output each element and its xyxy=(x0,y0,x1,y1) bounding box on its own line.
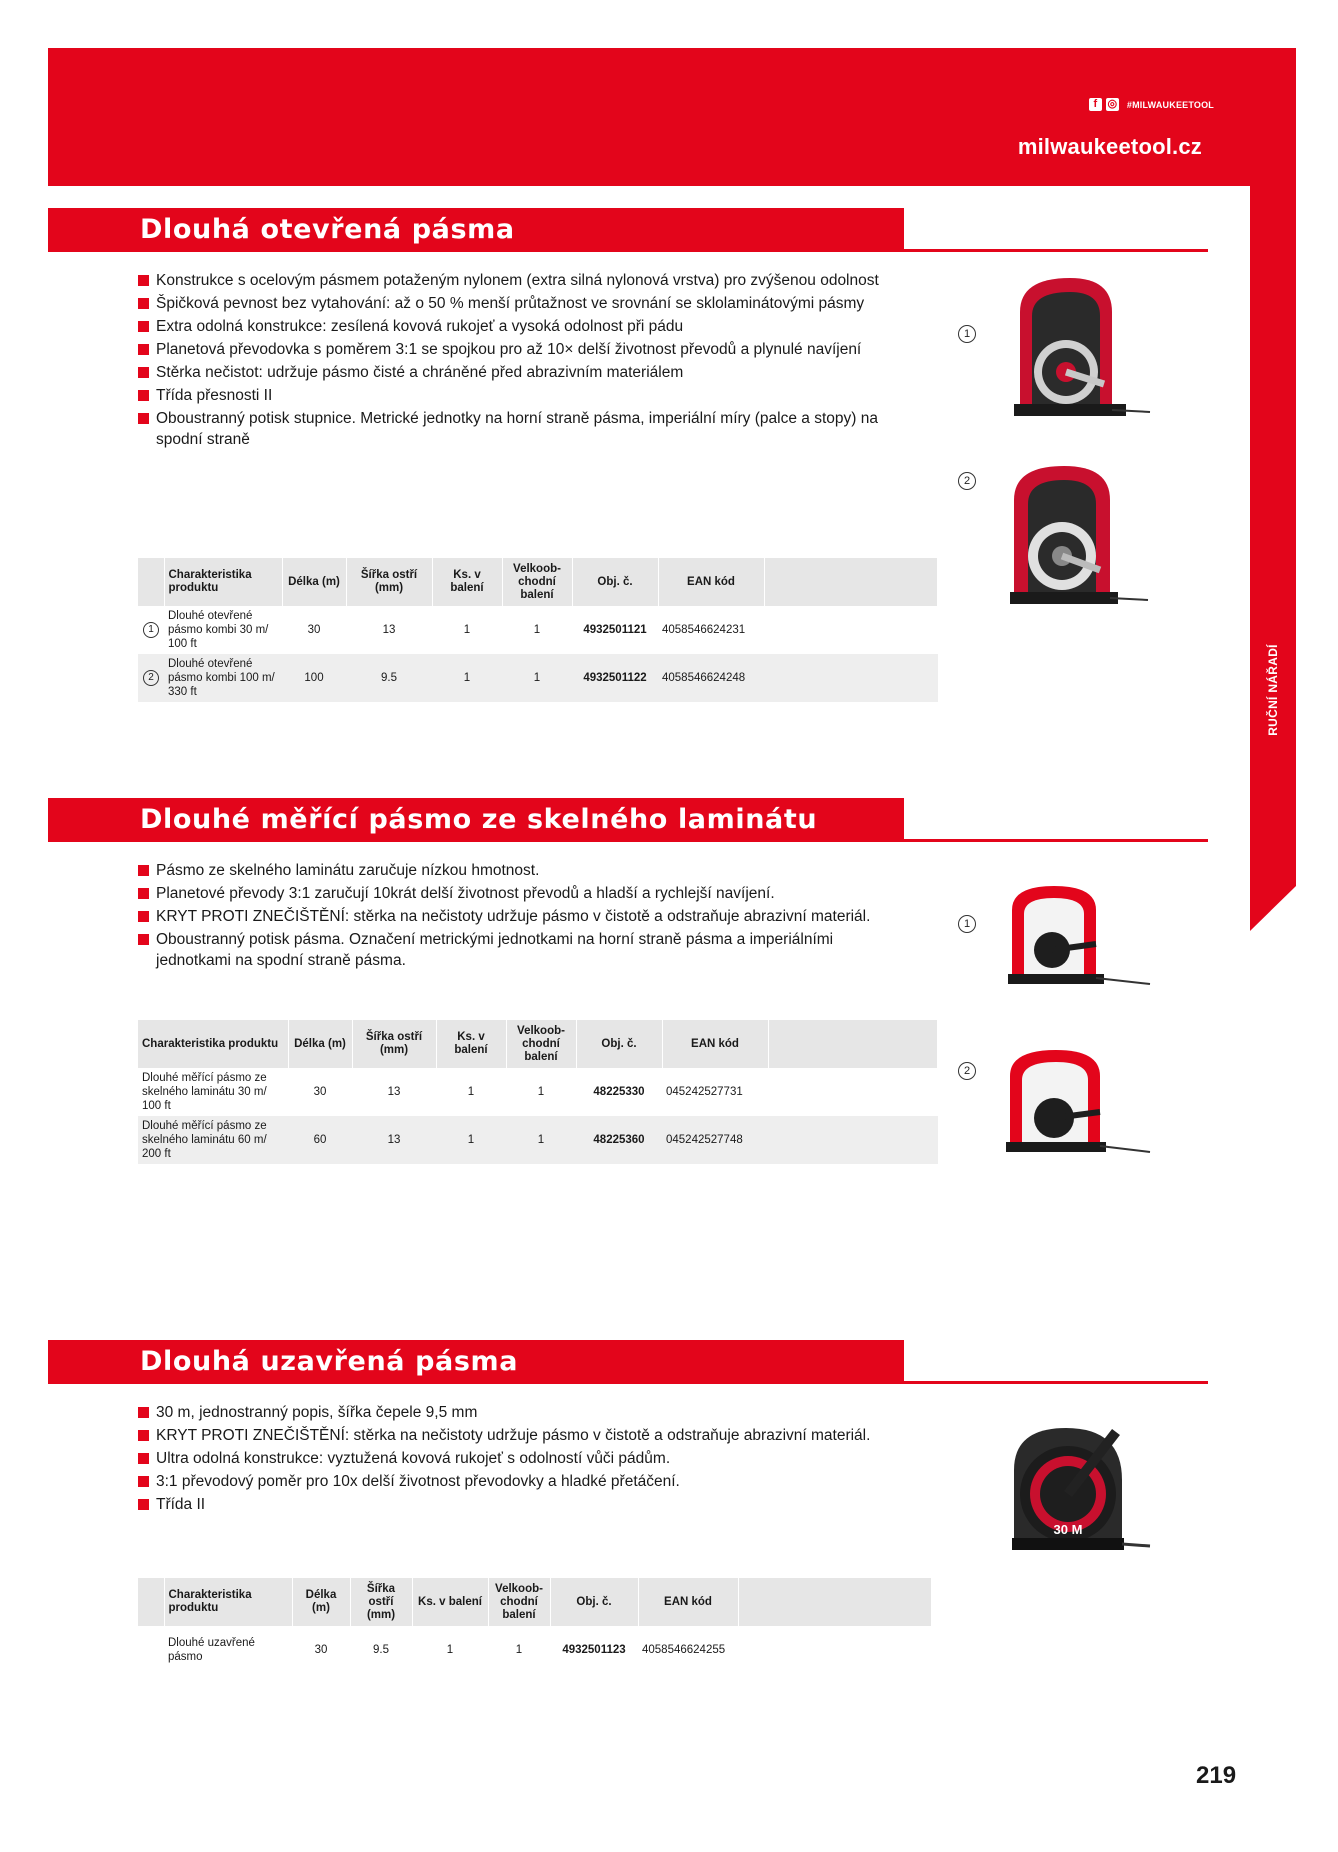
cell-pcs: 1 xyxy=(432,654,502,702)
cell-pcs: 1 xyxy=(463,624,471,636)
tape-label: 30 M xyxy=(1053,1522,1083,1537)
list-item: 3:1 převodový poměr pro 10x delší životnost převodovky a hladké přetáčení. xyxy=(138,1471,898,1492)
cell-bulk: 1 xyxy=(537,1086,545,1098)
col-header: Ks. v balení xyxy=(436,1020,506,1068)
cell-width: 13 xyxy=(352,1116,436,1164)
cell-order: 48225330 xyxy=(593,1086,645,1098)
cell-width: 9.5 xyxy=(346,654,432,702)
product-table xyxy=(138,1020,938,1164)
list-item: Stěrka nečistot: udržuje pásmo čisté a chráněné před abrazivním materiálem xyxy=(138,362,898,383)
list-item: Špičková pevnost bez vytahování: až o 50 % menší průtažnost ve srovnání se sklolaminátovými pásmy xyxy=(138,293,898,314)
cell-bulk: 1 xyxy=(515,1644,523,1656)
facebook-icon[interactable]: f xyxy=(1089,98,1102,111)
list-item: KRYT PROTI ZNEČIŠTĚNÍ: stěrka na nečistoty udržuje pásmo v čistotě a odstraňuje abrazivní materiál. xyxy=(138,906,898,927)
fiberglass-tape-60m-image xyxy=(1000,1046,1152,1164)
col-header: Délka (m) xyxy=(292,1578,350,1626)
table-header xyxy=(138,558,938,606)
cell-width: 13 xyxy=(382,624,396,636)
cell-name: Dlouhé otevřené pásmo kombi 100 m/ 330 ft xyxy=(164,654,282,702)
col-header: Délka (m) xyxy=(282,558,346,606)
col-header: Velkoob-chodní balení xyxy=(488,1578,550,1626)
image-marker: 1 xyxy=(958,915,976,933)
image-marker: 2 xyxy=(958,1062,976,1080)
list-item: Konstrukce s ocelovým pásmem potaženým nylonem (extra silná nylonová vrstva) pro zvýšenou odolnost xyxy=(138,270,898,291)
cell-ean: 045242527731 xyxy=(666,1086,743,1098)
col-header: Obj. č. xyxy=(576,1020,662,1068)
col-header: Délka (m) xyxy=(288,1020,352,1068)
col-header: EAN kód xyxy=(638,1578,738,1626)
page-number: 219 xyxy=(1196,1762,1237,1789)
cell-name: Dlouhé otevřené pásmo kombi 30 m/ 100 ft xyxy=(168,610,269,650)
cell-name: Dlouhé měřící pásmo ze skelného laminátu 60 m/ 200 ft xyxy=(138,1116,288,1164)
social-links xyxy=(1089,98,1214,111)
cell-ean: 4058546624231 xyxy=(662,624,746,636)
col-header: Charakteristika produktu xyxy=(164,1578,292,1626)
list-item: Pásmo ze skelného laminátu zaručuje nízkou hmotnost. xyxy=(138,860,898,881)
website-link[interactable]: milwaukeetool.cz xyxy=(1017,134,1202,159)
cell-order: 4932501123 xyxy=(562,1644,626,1656)
feature-list xyxy=(138,1402,898,1517)
cell-length: 100 xyxy=(282,654,346,702)
cell-name: Dlouhé uzavřené pásmo xyxy=(168,1637,255,1663)
col-header: Ks. v balení xyxy=(412,1578,488,1626)
col-header: Charakteristika produktu xyxy=(164,558,282,606)
list-item: Třída II xyxy=(138,1494,898,1515)
col-header: Ks. v balení xyxy=(432,558,502,606)
image-marker: 1 xyxy=(958,325,976,343)
cell-pcs: 1 xyxy=(467,1086,475,1098)
side-tab xyxy=(1250,186,1296,931)
cell-order: 4932501122 xyxy=(572,654,658,702)
cell-length: 30 xyxy=(314,1644,328,1656)
section-divider xyxy=(48,249,1208,252)
cell-length: 30 xyxy=(313,1086,327,1098)
section-title: Dlouhá uzavřená pásma xyxy=(140,1346,519,1377)
cell-pcs: 1 xyxy=(436,1116,506,1164)
section-divider xyxy=(48,1381,1208,1384)
feature-list xyxy=(138,860,898,973)
cell-length: 60 xyxy=(288,1116,352,1164)
cell-ean: 4058546624248 xyxy=(658,654,764,702)
list-item: Planetová převodovka s poměrem 3:1 se spojkou pro až 10× delší životnost převodů a plynulé navíjení xyxy=(138,339,898,360)
list-item: Oboustranný potisk stupnice. Metrické jednotky na horní straně pásma, imperiální míry (palce a stopy) na spodní straně xyxy=(138,408,898,450)
side-tab-label: RUČNÍ NÁŘADÍ xyxy=(1266,644,1280,736)
open-tape-30m-image xyxy=(1000,272,1152,424)
cell-ean: 4058546624255 xyxy=(642,1644,726,1656)
instagram-icon[interactable]: ◎ xyxy=(1107,98,1118,110)
list-item: Ultra odolná konstrukce: vyztužená kovová rukojeť s odolností vůči pádům. xyxy=(138,1448,898,1469)
cell-bulk: 1 xyxy=(506,1116,576,1164)
cell-name: Dlouhé měřící pásmo ze skelného laminátu 30 m/ 100 ft xyxy=(142,1072,267,1112)
list-item: Oboustranný potisk pásma. Označení metrickými jednotkami na horní straně pásma a imperiálními jednotkami na spodní straně pásma. xyxy=(138,929,898,971)
col-header: EAN kód xyxy=(658,558,764,606)
product-table xyxy=(138,1578,932,1674)
table-header xyxy=(138,1578,932,1626)
section-header xyxy=(48,798,904,842)
col-header: Šířka ostří (mm) xyxy=(350,1578,412,1626)
cell-length: 30 xyxy=(307,624,321,636)
item-marker: 1 xyxy=(143,622,159,638)
section-header xyxy=(48,208,904,252)
list-item: Třída přesnosti II xyxy=(138,385,898,406)
col-header: Obj. č. xyxy=(572,558,658,606)
section-title: Dlouhá otevřená pásma xyxy=(140,214,515,245)
col-header: Velkoob-chodní balení xyxy=(506,1020,576,1068)
cell-order: 4932501121 xyxy=(583,624,647,636)
table-row xyxy=(138,1116,938,1164)
item-marker: 2 xyxy=(143,670,159,686)
col-header: Charakteristika produktu xyxy=(138,1020,288,1068)
col-header: Obj. č. xyxy=(550,1578,638,1626)
list-item: Extra odolná konstrukce: zesílená kovová rukojeť a vysoká odolnost při pádu xyxy=(138,316,898,337)
section-title: Dlouhé měřící pásmo ze skelného laminátu xyxy=(140,804,818,835)
table-row xyxy=(138,1068,938,1116)
col-header: Velkoob-chodní balení xyxy=(502,558,572,606)
fiberglass-tape-30m-image xyxy=(1000,880,1152,996)
cell-order: 48225360 xyxy=(576,1116,662,1164)
image-marker: 2 xyxy=(958,472,976,490)
table-row xyxy=(138,1626,932,1674)
list-item: KRYT PROTI ZNEČIŠTĚNÍ: stěrka na nečistoty udržuje pásmo v čistotě a odstraňuje abrazivní materiál. xyxy=(138,1425,898,1446)
hashtag: #MILWAUKEETOOL xyxy=(1126,99,1214,110)
cell-bulk: 1 xyxy=(533,624,541,636)
table-header xyxy=(138,1020,938,1068)
list-item: 30 m, jednostranný popis, šířka čepele 9,5 mm xyxy=(138,1402,898,1423)
table-row xyxy=(138,654,938,702)
col-header: Šířka ostří (mm) xyxy=(346,558,432,606)
cell-width: 9.5 xyxy=(373,1644,389,1656)
col-header: Šířka ostří (mm) xyxy=(352,1020,436,1068)
list-item: Planetové převody 3:1 zaručují 10krát delší životnost převodů a hladší a rychlejší navíjení. xyxy=(138,883,898,904)
section-header xyxy=(48,1340,904,1384)
cell-width: 13 xyxy=(387,1086,401,1098)
product-table xyxy=(138,558,938,702)
col-header: EAN kód xyxy=(662,1020,768,1068)
feature-list xyxy=(138,270,898,452)
header-band xyxy=(48,48,1296,186)
section-divider xyxy=(48,839,1208,842)
open-tape-100m-image xyxy=(1000,460,1152,612)
cell-pcs: 1 xyxy=(446,1644,454,1656)
cell-ean: 045242527748 xyxy=(662,1116,768,1164)
cell-bulk: 1 xyxy=(502,654,572,702)
closed-tape-30m-image xyxy=(1004,1420,1152,1564)
table-row xyxy=(138,606,938,654)
